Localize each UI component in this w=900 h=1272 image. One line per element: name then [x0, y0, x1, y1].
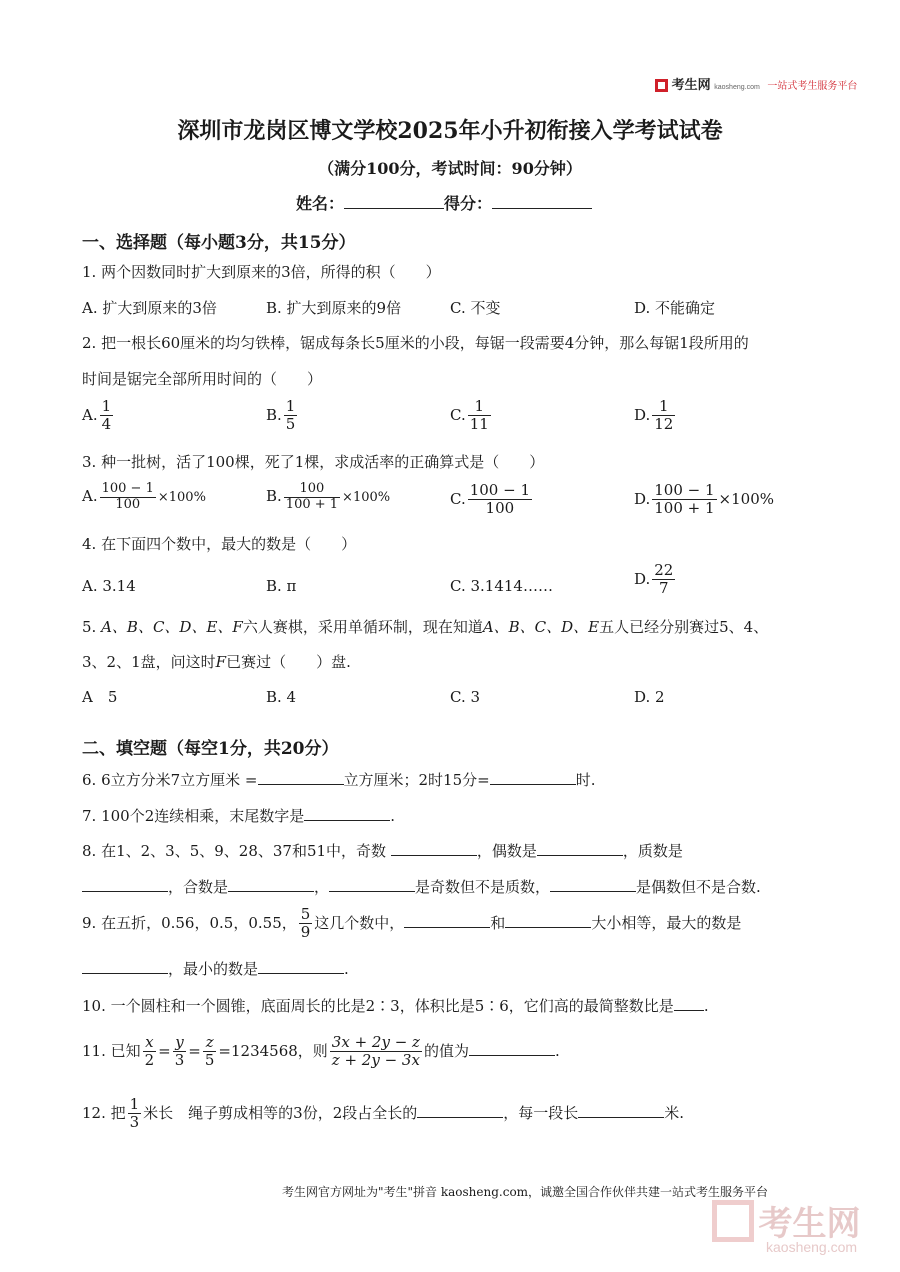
- q2-option-d: D. $\frac{1}{12}$: [634, 397, 674, 434]
- logo-text: 考生网: [671, 77, 711, 92]
- name-blank[interactable]: [344, 194, 444, 209]
- q9-line2: ，最小的数是 .: [82, 959, 349, 979]
- name-label: 姓名：: [296, 194, 345, 213]
- score-blank[interactable]: [492, 194, 592, 209]
- header-logo: [655, 74, 857, 93]
- q2-line2: 时间是锯完全部所用时间的（ ）: [82, 370, 323, 388]
- answer-blank[interactable]: [404, 913, 490, 928]
- answer-blank[interactable]: [82, 959, 168, 974]
- answer-blank[interactable]: [82, 877, 168, 892]
- q4-option-c: C. 3.1414……: [450, 577, 553, 595]
- q11: 11. 已知 $\frac{x}{2}$ = $\frac{y}{3}$ = $\frac{z}{5}$ =1234568，则 $\frac{3x + 2y - z}{z + 2y - 3x}$ 的值为 .: [82, 1033, 560, 1070]
- name-score-line: [296, 191, 592, 214]
- answer-blank[interactable]: [258, 959, 344, 974]
- q2-option-b: B. $\frac{1}{5}$: [266, 397, 296, 434]
- q1-option-b: B. 扩大到原来的9倍: [266, 299, 402, 317]
- answer-blank[interactable]: [550, 877, 636, 892]
- q1-option-c: C. 不变: [450, 299, 501, 317]
- fraction: $\frac{1}{12}$: [654, 397, 674, 434]
- q9-line1: 9. 在五折，0.56，0.5，0.55， $\frac{5}{9}$ 这几个数中， 和 大小相等，最大的数是: [82, 905, 742, 942]
- q5-option-b: B. 4: [266, 688, 297, 706]
- q5-line2: 3、2、1盘，问这时F已赛过（ ）盘.: [82, 653, 351, 671]
- section1-heading: 一、选择题（每小题3分，共15分）: [82, 233, 356, 253]
- watermark: [712, 1196, 860, 1255]
- q3-option-c: C. $\frac{100 - 1}{100}$: [450, 481, 530, 518]
- answer-blank[interactable]: [505, 913, 591, 928]
- logo-slogan: 一站式考生服务平台: [767, 81, 858, 92]
- page-title: 深圳市龙岗区博文学校2025年小升初衔接入学考试试卷: [177, 118, 723, 144]
- q4-option-a: A. 3.14: [82, 577, 136, 595]
- answer-blank[interactable]: [417, 1103, 503, 1118]
- q3-stem: 3. 种一批树，活了100棵，死了1棵，求成活率的正确算式是（ ）: [82, 453, 545, 471]
- answer-blank[interactable]: [469, 1041, 555, 1056]
- q5-option-d: D. 2: [634, 688, 665, 706]
- q1-option-a: A. 扩大到原来的3倍: [82, 299, 217, 317]
- answer-blank[interactable]: [228, 877, 314, 892]
- section2-heading: 二、填空题（每空1分，共20分）: [82, 739, 339, 759]
- answer-blank[interactable]: [490, 770, 576, 785]
- watermark-sub: kaosheng.com: [766, 1239, 858, 1255]
- q12: 12. 把 $\frac{1}{3}$ 米长 绳子剪成相等的3份，2段占全长的 ，每一段长 米.: [82, 1095, 685, 1132]
- q1-stem: 1. 两个因数同时扩大到原来的3倍，所得的积（ ）: [82, 263, 441, 281]
- q5-option-c: C. 3: [450, 688, 481, 706]
- q5-line1: 5. A、B、C、D、E、F六人赛棋，采用单循环制，现在知道A、B、C、D、E五人已经分别赛过5、4、: [82, 618, 769, 636]
- footer-note: 考生网官方网址为"考生"拼音 kaosheng.com，诚邀全国合作伙伴共建一站式考生服务平台: [282, 1185, 769, 1199]
- fraction: $\frac{1}{11}$: [469, 397, 489, 434]
- q2-option-c: C. $\frac{1}{11}$: [450, 397, 489, 434]
- q10: 10. 一个圆柱和一个圆锥，底面周长的比是2∶3，体积比是5∶6，它们高的最简整数比是 .: [82, 997, 709, 1015]
- watermark-logo-icon: [712, 1200, 754, 1242]
- q2-line1: 2. 把一根长60厘米的均匀铁棒，锯成每条长5厘米的小段，每锯一段需要4分钟，那么每锯1段所用的: [82, 334, 749, 352]
- q1-option-d: D. 不能确定: [634, 299, 716, 317]
- watermark-text: 考生网: [758, 1205, 861, 1243]
- q3-option-b: B. $\frac{100}{100 + 1}$ ×100%: [266, 481, 391, 512]
- q7: 7. 100个2连续相乘，末尾数字是 .: [82, 807, 396, 825]
- q5-option-a: A 5: [82, 688, 118, 706]
- score-label: 得分：: [444, 194, 493, 213]
- answer-blank[interactable]: [258, 770, 344, 785]
- q6: 6. 6立方分米7立方厘米 = 立方厘米；2时15分= 时.: [82, 771, 596, 789]
- q4-option-b: B. π: [266, 577, 297, 595]
- q8-line1: 8. 在1、2、3、5、9、28、37和51中，奇数 ，偶数是 ，质数是: [82, 842, 683, 860]
- q8-line2: ，合数是 ， 是奇数但不是质数， 是偶数但不是合数.: [82, 877, 761, 897]
- fraction: $\frac{1}{5}$: [285, 397, 296, 434]
- q3-option-a: A. $\frac{100 - 1}{100}$ ×100%: [82, 481, 206, 512]
- answer-blank[interactable]: [674, 996, 704, 1011]
- answer-blank[interactable]: [304, 806, 390, 821]
- answer-blank[interactable]: [329, 877, 415, 892]
- answer-blank[interactable]: [391, 841, 477, 856]
- q2-option-a: A. $\frac{1}{4}$: [82, 397, 112, 434]
- q4-stem: 4. 在下面四个数中，最大的数是（ ）: [82, 535, 357, 553]
- logo-sub: kaosheng.com: [714, 84, 760, 91]
- kaosheng-logo-icon: [655, 79, 668, 92]
- q3-option-d: D. $\frac{100 - 1}{100 + 1}$ ×100%: [634, 481, 774, 518]
- page-subtitle: （满分100分，考试时间：90分钟）: [318, 159, 582, 178]
- fraction: $\frac{1}{4}$: [101, 397, 112, 434]
- q4-option-d: D. $\frac{22}{7}$: [634, 561, 674, 598]
- answer-blank[interactable]: [537, 841, 623, 856]
- answer-blank[interactable]: [578, 1103, 664, 1118]
